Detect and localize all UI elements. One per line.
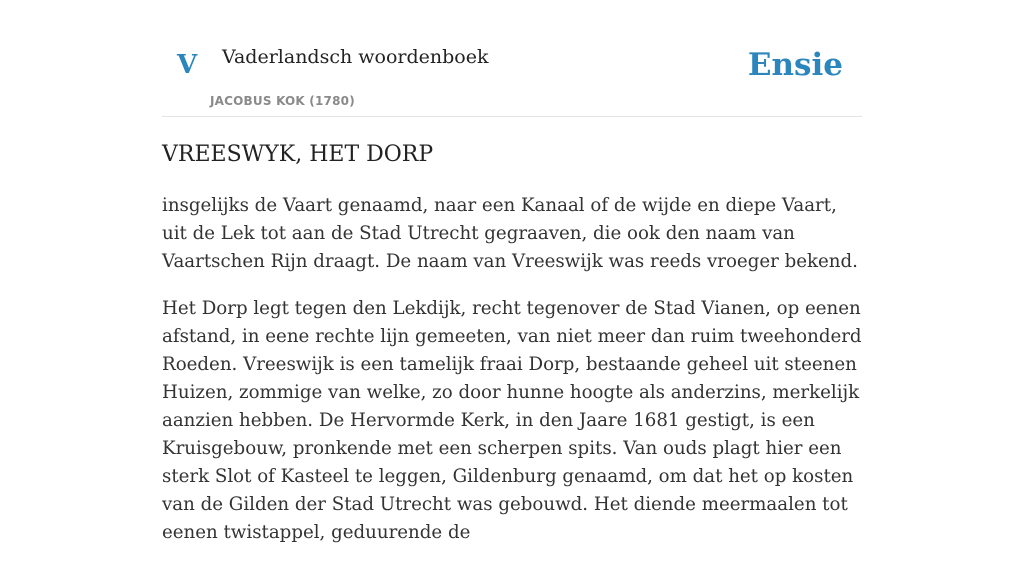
book-title-link[interactable]: Vaderlandsch woordenboek [222,46,489,68]
page [162,0,862,543]
header [162,0,862,117]
entry-paragraph-1: insgelijks de Vaart genaamd, naar een Kanaal of de wijde en diepe Vaart, uit de Lek tot aan de Stad Utrecht gegraaven, die ook den naam van Vaartschen Rijn draagt. De naam van Vreeswijk was reeds vroeger bekend. [162,195,858,272]
entry-body [162,192,862,566]
ensie-logo[interactable]: Ensie [747,47,843,83]
dictionary-letter[interactable]: V [177,50,198,80]
entry-title: VREESWYK, HET DORP [162,142,434,167]
entry-paragraph-2: Het Dorp legt tegen den Lekdijk, recht tegenover de Stad Vianen, op eenen afstand, in eene rechte lijn gemeeten, van niet meer dan ruim tweehonderd Roeden. Vreeswijk is een tamelijk fraai Dorp, bestaande geheel uit steenen Huizen, zommige van welke, zo door hunne hoogte als anderzins, merkelijk aanzien hebben. De Hervormde Kerk, in den Jaare 1681 gestigt, is een Kruisgebouw, pronkende met een scherpen spits. Van ouds plagt hier een sterk Slot of Kasteel te leggen, Gildenburg genaamd, om dat het op kosten van de Gilden der Stad Utrecht was gebouwd. Het diende meermaalen tot eenen twistappel, geduurende de [162,298,862,543]
book-author: JACOBUS KOK (1780) [210,94,355,108]
